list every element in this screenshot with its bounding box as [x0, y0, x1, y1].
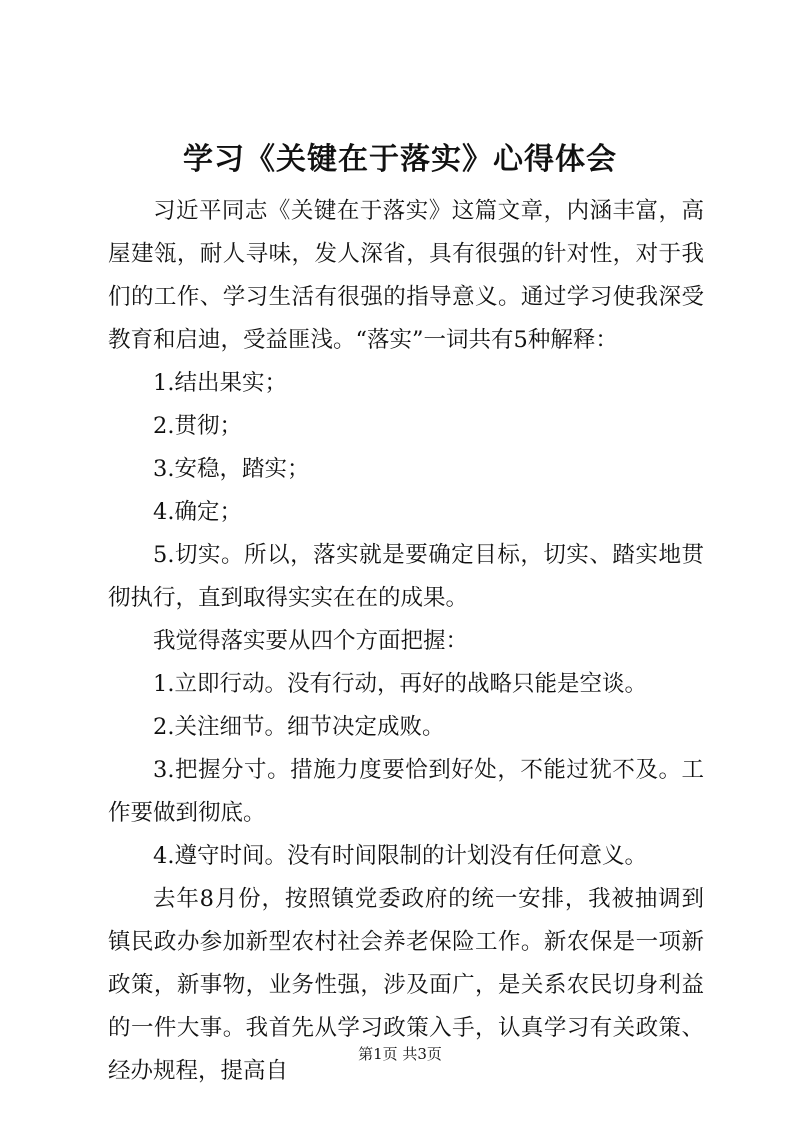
document-body	[108, 190, 704, 1093]
list-item: 5.切实。所以，落实就是要确定目标，切实、踏实地贯彻执行，直到取得实实在在的成果。	[108, 542, 704, 611]
paragraph: 去年8月份，按照镇党委政府的统一安排，我被抽调到镇民政办参加新型农村社会养老保险工作。新农保是一项新政策，新事物，业务性强，涉及面广，是关系农民切身利益的一件大事。我首先从学习政策入手，认真学习有关政策、经办规程，提高自	[108, 886, 704, 1084]
list-item: 3.把握分寸。措施力度要恰到好处，不能过犹不及。工作要做到彻底。	[108, 757, 704, 826]
paragraph: 我觉得落实要从四个方面把握：	[153, 628, 469, 654]
list-item: 2.关注细节。细节决定成败。	[153, 714, 445, 740]
list-item: 3.安稳，踏实；	[153, 456, 310, 482]
paragraph: 习近平同志《关键在于落实》这篇文章，内涵丰富，高屋建瓴，耐人寻味，发人深省，具有很强的针对性，对于我们的工作、学习生活有很强的指导意义。通过学习使我深受教育和启迪，受益匪浅。“落实”一词共有5种解释：	[108, 198, 704, 353]
list-item: 1.立即行动。没有行动，再好的战略只能是空谈。	[153, 671, 647, 697]
list-item: 1.结出果实；	[153, 370, 287, 396]
list-item: 2.贯彻；	[153, 413, 242, 439]
list-item: 4.确定；	[153, 499, 242, 525]
document-title: 学习《关键在于落实》心得体会	[183, 142, 617, 177]
page-footer: 第1页 共3页	[358, 1045, 442, 1063]
list-item: 4.遵守时间。没有时间限制的计划没有任何意义。	[153, 843, 647, 869]
